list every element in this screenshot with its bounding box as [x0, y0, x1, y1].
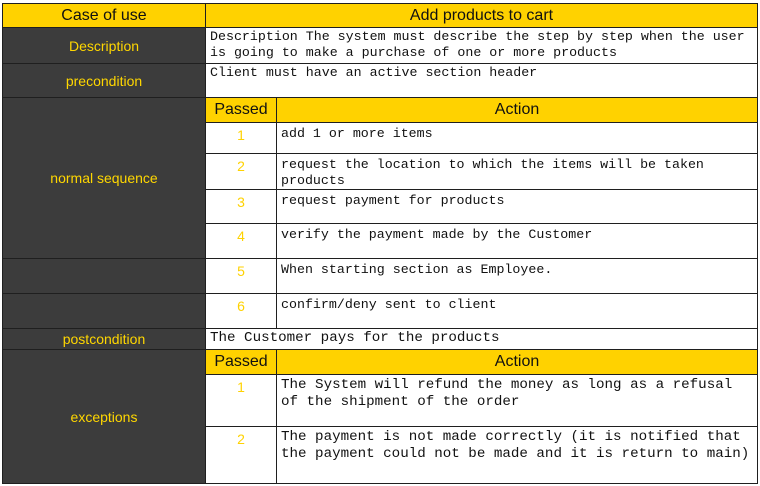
exception-number: 2 [205, 426, 277, 484]
step-action: When starting section as Employee. [276, 258, 758, 294]
step-action: confirm/deny sent to client [276, 293, 758, 329]
exception-number: 1 [205, 374, 277, 427]
exceptions-action-header: Action [276, 349, 758, 375]
normal-sequence-label: normal sequence [2, 97, 206, 259]
use-case-table [2, 3, 758, 484]
step-number: 2 [205, 153, 277, 190]
exceptions-label: exceptions [2, 349, 206, 484]
case-of-use-label: Case of use [2, 3, 206, 28]
normal-sequence-filler [2, 258, 206, 294]
step-action: add 1 or more items [276, 122, 758, 154]
normal-passed-header: Passed [205, 97, 277, 123]
description-text: Description The system must describe the step by step when the user is going to make a purchase of one or more products [205, 27, 758, 64]
postcondition-text: The Customer pays for the products [205, 328, 758, 350]
step-action: verify the payment made by the Customer [276, 223, 758, 259]
precondition-label: precondition [2, 63, 206, 98]
step-number: 5 [205, 258, 277, 294]
use-case-title: Add products to cart [205, 3, 758, 28]
exception-action: The System will refund the money as long as a refusal of the shipment of the order [276, 374, 758, 427]
step-number: 1 [205, 122, 277, 154]
step-number: 4 [205, 223, 277, 259]
exception-action: The payment is not made correctly (it is notified that the payment could not be made and it is return to main) [276, 426, 758, 484]
precondition-text: Client must have an active section header [205, 63, 758, 98]
exceptions-passed-header: Passed [205, 349, 277, 375]
step-number: 3 [205, 189, 277, 224]
postcondition-label: postcondition [2, 328, 206, 350]
step-action: request the location to which the items will be taken products [276, 153, 758, 190]
normal-action-header: Action [276, 97, 758, 123]
description-label: Description [2, 27, 206, 64]
normal-sequence-filler [2, 293, 206, 329]
step-number: 6 [205, 293, 277, 329]
step-action: request payment for products [276, 189, 758, 224]
